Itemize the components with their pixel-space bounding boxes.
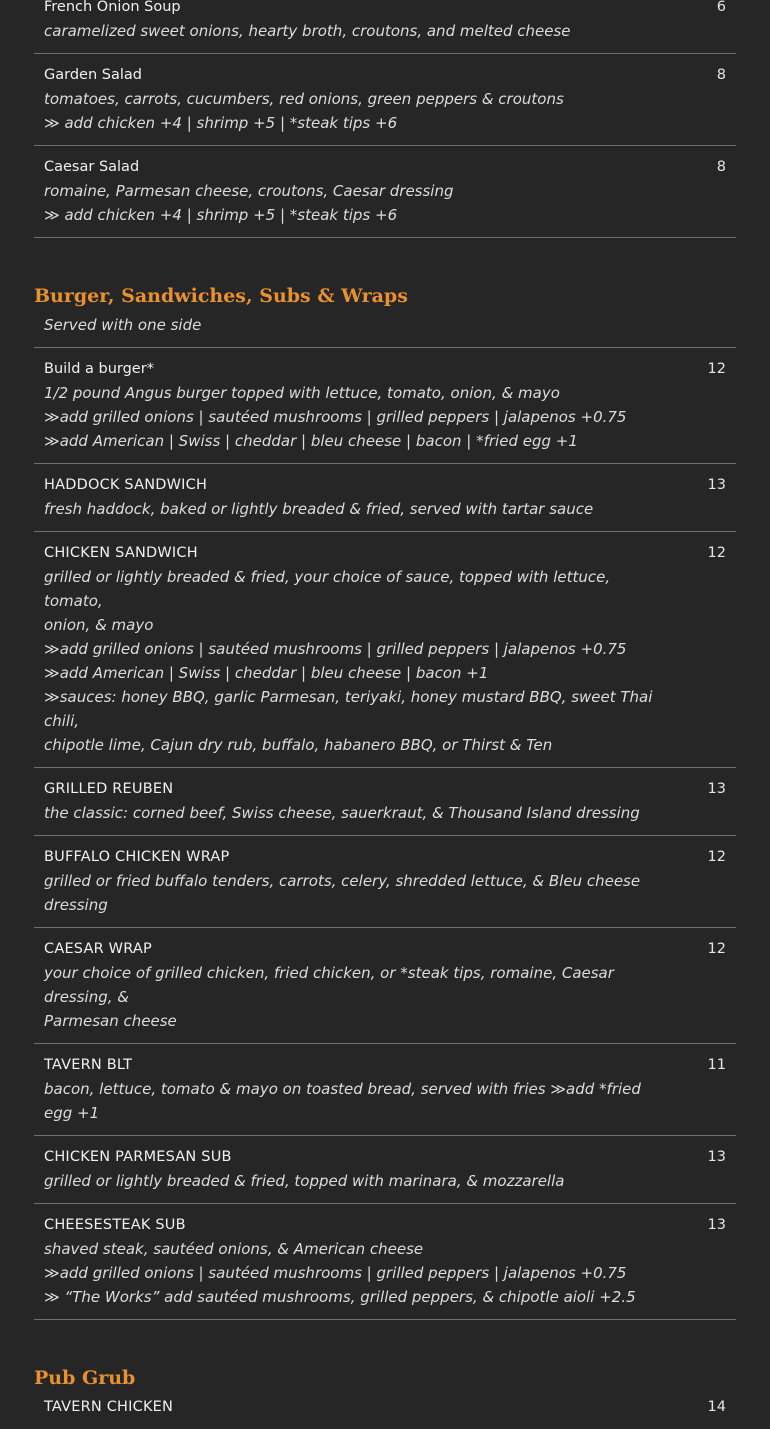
menu-item-price: 12	[707, 361, 726, 377]
menu-item-name: French Onion Soup	[44, 0, 181, 15]
menu-item-caesar-wrap	[34, 928, 736, 1044]
menu-item-price: 6	[716, 0, 726, 15]
menu-item-cheesesteak-sub	[34, 1204, 736, 1320]
menu-item-price: 13	[707, 1149, 726, 1165]
menu-item-name: CHICKEN PARMESAN SUB	[44, 1149, 232, 1165]
menu-item-name: Garden Salad	[44, 67, 142, 83]
menu-item-addon: ≫add grilled onions | sautéed mushrooms | grilled peppers | jalapenos +0.75	[44, 640, 627, 658]
menu-item-tavern-chicken	[34, 1392, 736, 1429]
menu-item-price: 8	[716, 159, 726, 175]
menu-item-price: 13	[707, 477, 726, 493]
menu-item-name: Caesar Salad	[44, 159, 140, 175]
menu-item-description: fresh haddock, baked or lightly breaded & fried, served with tartar sauce	[44, 500, 594, 518]
menu-item-description: romaine, Parmesan cheese, croutons, Caesar dressing	[44, 182, 454, 200]
menu-item-chicken-sandwich	[34, 532, 736, 768]
menu-item-description: Parmesan cheese	[44, 1012, 177, 1030]
section-title: Pub Grub	[34, 1367, 136, 1389]
menu-item-name: BUFFALO CHICKEN WRAP	[44, 849, 230, 865]
menu-item-name: Build a burger*	[44, 361, 154, 377]
menu-item-description: grilled or fried buffalo tenders, carrots, celery, shredded lettuce, & Bleu cheese dressing	[44, 872, 641, 914]
menu-item-addon: ≫ add chicken +4 | shrimp +5 | *steak tips +6	[44, 206, 398, 224]
menu-item-chicken-parmesan-sub	[34, 1136, 736, 1204]
menu-item-name: TAVERN CHICKEN	[44, 1399, 174, 1415]
menu-item-description: the classic: corned beef, Swiss cheese, sauerkraut, & Thousand Island dressing	[44, 804, 640, 822]
menu-item-french-onion-soup	[34, 0, 736, 54]
soups-salads-section	[34, 0, 736, 238]
menu-item-addon: ≫add American | Swiss | cheddar | bleu cheese | bacon +1	[44, 664, 489, 682]
menu-item-description: bacon, lettuce, tomato & mayo on toasted bread, served with fries ≫add *fried egg +1	[44, 1080, 641, 1122]
menu-item-addon: ≫ “The Works” add sautéed mushrooms, grilled peppers, & chipotle aioli +2.5	[44, 1288, 636, 1306]
menu-item-name: GRILLED REUBEN	[44, 781, 174, 797]
menu-item-price: 13	[707, 781, 726, 797]
menu-item-sauces: ≫sauces: honey BBQ, garlic Parmesan, teriyaki, honey mustard BBQ, sweet Thai chili,	[44, 688, 653, 730]
menu-item-addon: ≫add grilled onions | sautéed mushrooms | grilled peppers | jalapenos +0.75	[44, 408, 627, 426]
menu-item-description: grilled or lightly breaded & fried, topped with marinara, & mozzarella	[44, 1172, 565, 1190]
menu-item-price: 13	[707, 1217, 726, 1233]
menu-item-price: 12	[707, 545, 726, 561]
section-note: Served with one side	[34, 310, 736, 348]
menu-item-description: grilled or lightly breaded & fried, your choice of sauce, topped with lettuce, tomato,	[44, 568, 611, 610]
menu-item-name: HADDOCK SANDWICH	[44, 477, 208, 493]
menu-item-description: 1/2 pound Angus burger topped with lettuce, tomato, onion, & mayo	[44, 384, 560, 402]
menu-item-addon: ≫add American | Swiss | cheddar | bleu cheese | bacon | *fried egg +1	[44, 432, 578, 450]
menu-item-name: CHICKEN SANDWICH	[44, 545, 198, 561]
menu-item-addon: ≫ add chicken +4 | shrimp +5 | *steak tips +6	[44, 114, 398, 132]
menu-item-description: your choice of grilled chicken, fried chicken, or *steak tips, romaine, Caesar dressing, &	[44, 964, 614, 1006]
menu-item-price: 8	[716, 67, 726, 83]
menu-item-price: 11	[707, 1057, 726, 1073]
menu-item-description: shaved steak, sautéed onions, & American cheese	[44, 1240, 424, 1258]
menu-page	[34, 0, 736, 1429]
menu-item-name: CHEESESTEAK SUB	[44, 1217, 186, 1233]
menu-item-haddock-sandwich	[34, 464, 736, 532]
menu-item-tavern-blt	[34, 1044, 736, 1136]
menu-item-buffalo-chicken-wrap	[34, 836, 736, 928]
menu-item-description: onion, & mayo	[44, 616, 154, 634]
menu-item-grilled-reuben	[34, 768, 736, 836]
menu-item-price: 14	[707, 1399, 726, 1415]
menu-item-sauces: chipotle lime, Cajun dry rub, buffalo, habanero BBQ, or Thirst & Ten	[44, 736, 553, 754]
menu-item-description: tomatoes, carrots, cucumbers, red onions, green peppers & croutons	[44, 90, 564, 108]
menu-item-description: caramelized sweet onions, hearty broth, croutons, and melted cheese	[44, 22, 571, 40]
section-title: Burger, Sandwiches, Subs & Wraps	[34, 285, 408, 307]
menu-item-caesar-salad	[34, 146, 736, 238]
menu-item-build-a-burger	[34, 348, 736, 464]
pub-grub-section	[34, 1364, 736, 1429]
menu-item-name: CAESAR WRAP	[44, 941, 152, 957]
burgers-section	[34, 282, 736, 1320]
menu-item-price: 12	[707, 849, 726, 865]
menu-item-price: 12	[707, 941, 726, 957]
menu-item-addon: ≫add grilled onions | sautéed mushrooms | grilled peppers | jalapenos +0.75	[44, 1264, 627, 1282]
menu-item-garden-salad	[34, 54, 736, 146]
menu-item-name: TAVERN BLT	[44, 1057, 133, 1073]
